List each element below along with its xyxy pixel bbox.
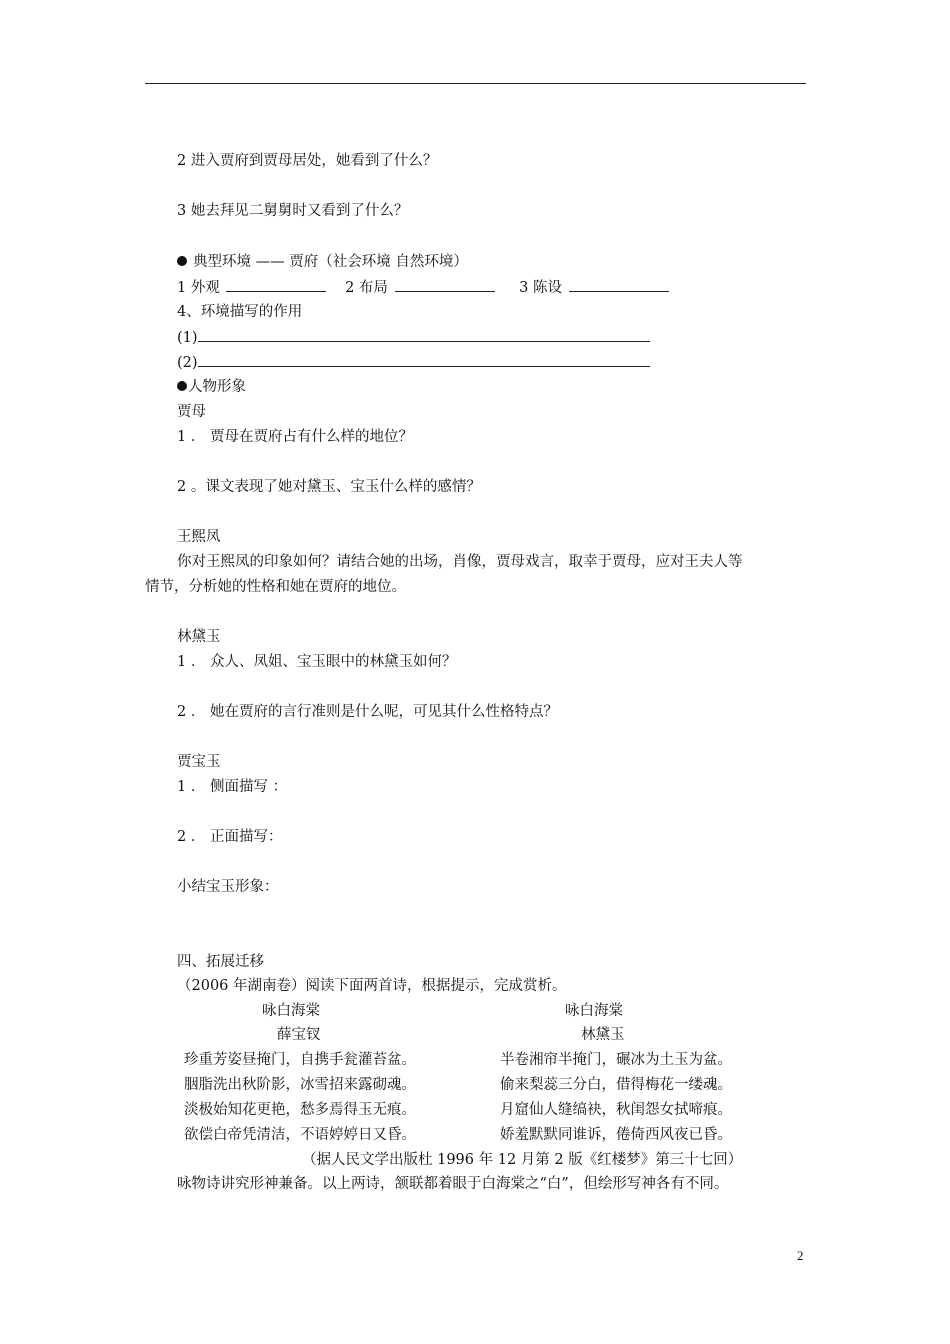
poem-2-title: 咏白海棠 bbox=[565, 1003, 623, 1019]
question-enter-jiamu-residence: 2 进入贾府到贾母居处，她看到了什么？ bbox=[177, 153, 438, 169]
poem-1-line: 淡极始知花更艳，愁多焉得玉无痕。 bbox=[184, 1102, 416, 1118]
lindaiyu-heading: 林黛玉 bbox=[177, 629, 221, 645]
jiabaoyu-question-2: 2 ． 正面描写： bbox=[177, 829, 283, 845]
function-item-1-blank[interactable] bbox=[198, 327, 650, 342]
furnishing-blank[interactable] bbox=[569, 277, 669, 292]
bullet-icon bbox=[177, 256, 187, 266]
wangxifeng-question-line-2: 情节，分析她的性格和她在贾府的地位。 bbox=[145, 579, 406, 595]
environment-items-row bbox=[177, 277, 671, 298]
poem-1-title: 咏白海棠 bbox=[262, 1003, 320, 1019]
environment-heading-text: 典型环境 —— 贾府（社会环境 自然环境） bbox=[193, 254, 468, 270]
function-item-2-label: (2) bbox=[177, 355, 198, 371]
jiabaoyu-heading: 贾宝玉 bbox=[177, 754, 221, 770]
poem-2-line: 月窟仙人缝缟袂，秋闺怨女拭啼痕。 bbox=[500, 1102, 732, 1118]
poem-2-line: 半卷湘帘半掩门，碾冰为土玉为盆。 bbox=[500, 1052, 732, 1068]
poem-2-line: 偷来梨蕊三分白，借得梅花一缕魂。 bbox=[500, 1077, 732, 1093]
function-item-1-label: (1) bbox=[177, 330, 198, 346]
extension-intro: （2006 年湖南卷）阅读下面两首诗，根据提示，完成赏析。 bbox=[177, 978, 567, 994]
poem-2-line: 娇羞默默同谁诉，倦倚西风夜已昏。 bbox=[500, 1127, 732, 1143]
jiamu-question-1: 1 ． 贾母在贾府占有什么样的地位？ bbox=[177, 429, 413, 445]
environment-function-item-1 bbox=[177, 327, 652, 348]
jiamu-heading: 贾母 bbox=[177, 404, 206, 420]
wangxifeng-question-line-1: 你对王熙凤的印象如何？请结合她的出场，肖像，贾母戏言，取幸于贾母，应对王夫人等 bbox=[177, 554, 743, 570]
wangxifeng-heading: 王熙凤 bbox=[177, 529, 221, 545]
lindaiyu-question-2: 2 ． 她在贾府的言行准则是什么呢，可见其什么性格特点？ bbox=[177, 704, 558, 720]
poem-1-author: 薛宝钗 bbox=[277, 1027, 321, 1043]
environment-heading bbox=[177, 252, 468, 272]
poem-analysis-note: 咏物诗讲究形神兼备。以上两诗，颔联都着眼于白海棠之“白”，但绘形写神各有不同。 bbox=[177, 1176, 729, 1192]
bullet-icon bbox=[177, 381, 187, 391]
item-layout-label: 2 布局 bbox=[345, 280, 388, 296]
environment-function-heading: 4、环境描写的作用 bbox=[177, 304, 303, 320]
extension-heading: 四、拓展迁移 bbox=[177, 954, 264, 970]
page-number: 2 bbox=[797, 1248, 804, 1263]
header-rule bbox=[145, 83, 806, 84]
function-item-2-blank[interactable] bbox=[198, 352, 650, 367]
poem-1-line: 胭脂洗出秋阶影，冰雪招来露砌魂。 bbox=[184, 1077, 416, 1093]
environment-function-item-2 bbox=[177, 352, 652, 373]
jiabaoyu-summary: 小结宝玉形象： bbox=[177, 879, 279, 895]
lindaiyu-question-1: 1 ． 众人、凤姐、宝玉眼中的林黛玉如何？ bbox=[177, 654, 457, 670]
characters-heading-text: 人物形象 bbox=[188, 379, 246, 395]
poem-1-line: 珍重芳姿昼掩门，自携手瓮灌苔盆。 bbox=[184, 1052, 416, 1068]
poem-1-line: 欲偿白帝凭清洁，不语婷婷日又昏。 bbox=[184, 1127, 416, 1143]
jiabaoyu-question-1: 1 ． 侧面描写 ： bbox=[177, 779, 288, 795]
poem-2-author: 林黛玉 bbox=[581, 1027, 625, 1043]
layout-blank[interactable] bbox=[395, 277, 495, 292]
exterior-blank[interactable] bbox=[226, 277, 326, 292]
jiamu-question-2: 2 。课文表现了她对黛玉、宝玉什么样的感情？ bbox=[177, 479, 481, 495]
poem-source: （据人民文学出版杜 1996 年 12 月第 2 版《红楼梦》第三十七回） bbox=[302, 1152, 743, 1168]
item-furnishing-label: 3 陈设 bbox=[519, 280, 562, 296]
characters-heading bbox=[177, 377, 246, 397]
item-exterior-label: 1 外观 bbox=[177, 280, 220, 296]
question-visit-second-uncle: 3 她去拜见二舅舅时又看到了什么？ bbox=[177, 203, 409, 219]
